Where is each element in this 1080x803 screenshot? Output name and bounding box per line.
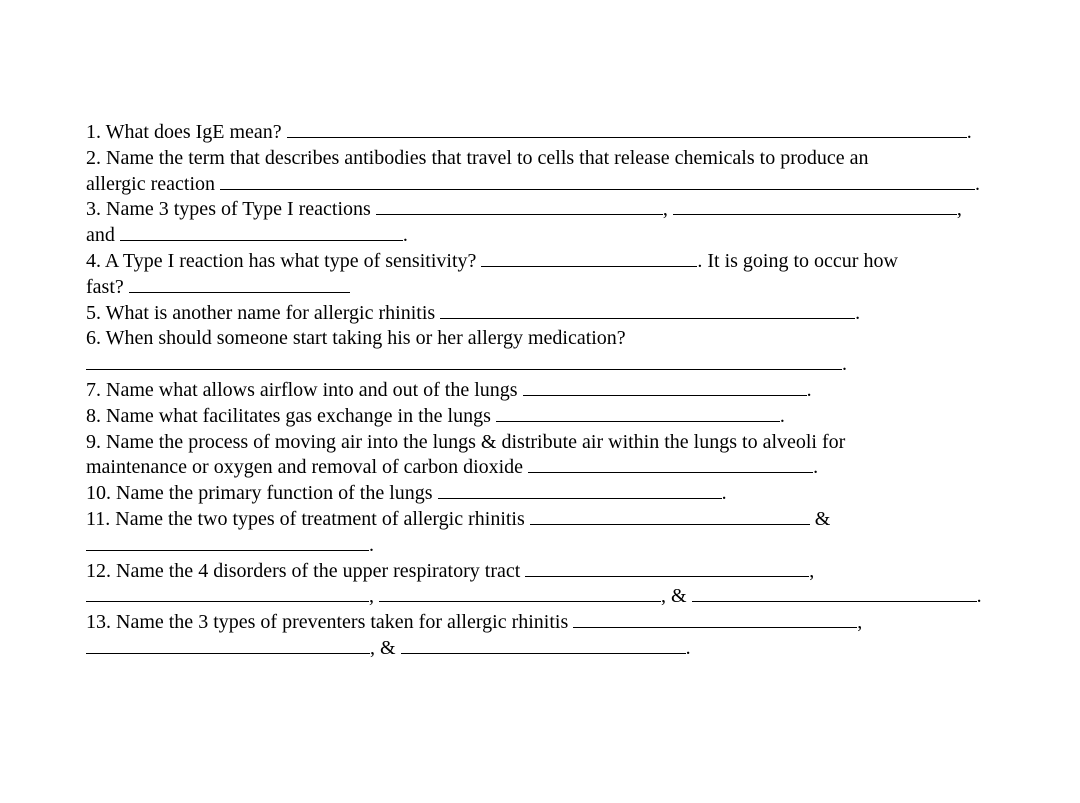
answer-blank[interactable]: [692, 584, 977, 602]
question-12-continued: [86, 584, 1016, 610]
answer-blank[interactable]: [86, 636, 370, 654]
answer-blank[interactable]: [86, 352, 842, 370]
answer-blank[interactable]: [525, 559, 809, 577]
answer-blank[interactable]: [287, 120, 967, 138]
question-11-punct: .: [369, 533, 374, 556]
answer-blank[interactable]: [86, 533, 369, 551]
question-1: [86, 120, 1016, 146]
question-4-text: 4. A Type I reaction has what type of sensitivity?: [86, 249, 477, 272]
question-2-continued: [86, 172, 1016, 198]
question-4-fast: fast?: [86, 275, 124, 298]
answer-blank[interactable]: [440, 301, 855, 319]
question-8-text: 8. Name what facilitates gas exchange in the lungs: [86, 404, 491, 427]
question-10-punct: .: [721, 482, 727, 505]
question-3: [86, 197, 1016, 223]
question-3-sep-1: ,: [662, 198, 668, 221]
question-2-text-cont: allergic reaction: [86, 172, 216, 195]
question-8: [86, 404, 1016, 430]
question-3-and: and: [86, 224, 115, 247]
answer-blank[interactable]: [120, 223, 403, 241]
question-5-punct: .: [855, 301, 861, 324]
question-2: [86, 146, 1016, 172]
question-6-text: 6. When should someone start taking his or her allergy medication?: [86, 327, 626, 350]
question-11-continued: [86, 533, 1016, 559]
question-9: [86, 430, 1016, 456]
question-11: [86, 507, 1016, 533]
question-13-sep-2: , &: [370, 636, 396, 659]
question-8-punct: .: [779, 404, 785, 427]
question-2-text: 2. Name the term that describes antibodies that travel to cells that release chemicals to produce an: [86, 146, 869, 169]
answer-blank[interactable]: [496, 404, 780, 422]
question-12: [86, 559, 1016, 585]
question-9-text: 9. Name the process of moving air into the lungs & distribute air within the lungs to alveoli for: [86, 430, 846, 453]
question-13-continued: [86, 636, 1016, 662]
question-7-punct: .: [806, 378, 812, 401]
answer-blank[interactable]: [379, 584, 661, 602]
answer-blank[interactable]: [220, 172, 975, 190]
question-4-text-2: . It is going to occur how: [697, 249, 898, 272]
question-12-sep: ,: [809, 559, 815, 582]
question-7-text: 7. Name what allows airflow into and out of the lungs: [86, 378, 518, 401]
answer-blank[interactable]: [481, 249, 697, 267]
question-12-text: 12. Name the 4 disorders of the upper respiratory tract: [86, 559, 521, 582]
question-1-text: 1. What does IgE mean?: [86, 121, 282, 143]
question-3-text: 3. Name 3 types of Type I reactions: [86, 198, 371, 221]
answer-blank[interactable]: [523, 378, 807, 396]
question-6-punct: .: [842, 353, 847, 376]
question-11-amp: &: [814, 507, 831, 530]
question-3-continued: [86, 223, 1016, 249]
question-1-punct: .: [966, 121, 972, 143]
question-12-sep-3: , &: [661, 585, 687, 608]
question-5-text: 5. What is another name for allergic rhinitis: [86, 301, 436, 324]
question-13-sep: ,: [857, 611, 863, 634]
question-6-continued: [86, 352, 1016, 378]
question-3-punct: .: [402, 224, 408, 247]
worksheet: [86, 120, 1016, 662]
question-11-text: 11. Name the two types of treatment of allergic rhinitis: [86, 507, 525, 530]
answer-blank[interactable]: [129, 275, 350, 293]
question-10-text: 10. Name the primary function of the lungs: [86, 482, 433, 505]
question-12-sep-2: ,: [369, 585, 374, 608]
answer-blank[interactable]: [530, 507, 810, 525]
question-9-continued: [86, 455, 1016, 481]
question-10: [86, 481, 1016, 507]
question-5: [86, 301, 1016, 327]
question-3-sep-2: ,: [956, 198, 962, 221]
answer-blank[interactable]: [86, 584, 369, 602]
question-2-punct: .: [975, 172, 981, 195]
answer-blank[interactable]: [573, 610, 857, 628]
question-13: [86, 610, 1016, 636]
answer-blank[interactable]: [528, 455, 813, 473]
answer-blank[interactable]: [401, 636, 686, 654]
answer-blank[interactable]: [673, 197, 957, 215]
question-12-punct: .: [976, 585, 982, 608]
question-4: [86, 249, 1016, 275]
question-9-punct: .: [813, 456, 819, 479]
question-7: [86, 378, 1016, 404]
question-6: [86, 326, 1016, 352]
answer-blank[interactable]: [438, 481, 722, 499]
question-4-continued: [86, 275, 1016, 301]
answer-blank[interactable]: [376, 197, 663, 215]
question-9-text-cont: maintenance or oxygen and removal of carbon dioxide: [86, 456, 524, 479]
question-13-text: 13. Name the 3 types of preventers taken for allergic rhinitis: [86, 611, 569, 634]
question-13-punct: .: [685, 636, 691, 659]
